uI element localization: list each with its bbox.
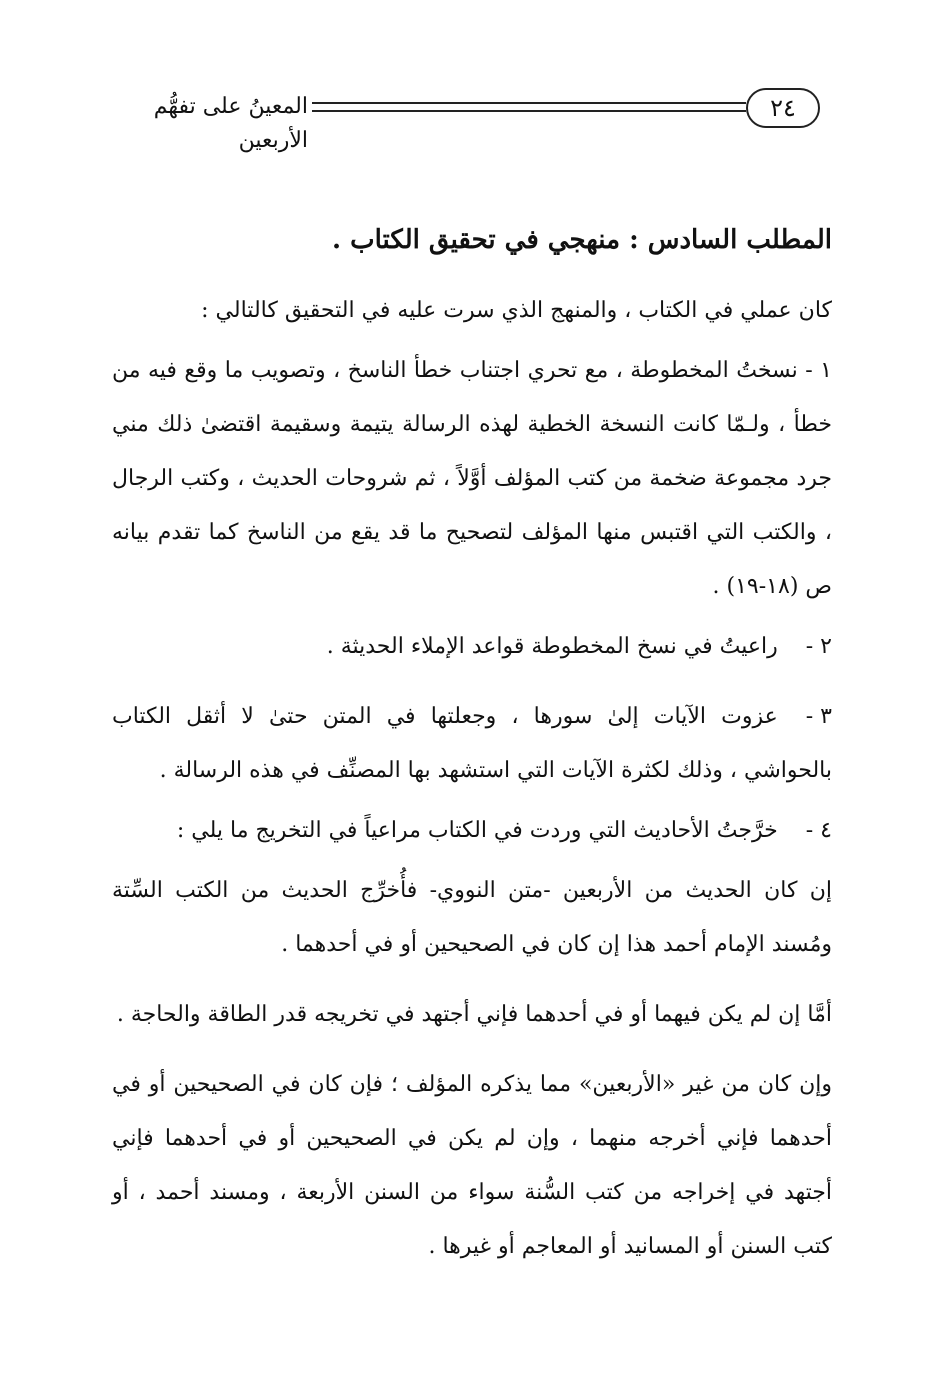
item-number: ١ -: [805, 358, 832, 383]
page-content: [112, 220, 832, 1280]
body-paragraph: أمَّا إن لم يكن فيهما أو في أحدهما فإني أجتهد في تخريجه قدر الطاقة والحاجة .: [116, 1002, 832, 1027]
item-text: عزوت الآيات إلىٰ سورها ، وجعلتها في المتن حتىٰ لا أثقل الكتاب بالحواشي ، وذلك لكثرة الآيات التي استشهد بها المصنِّف في هذه الرسالة .: [112, 704, 832, 783]
list-item: [112, 620, 832, 674]
list-item: [112, 690, 832, 798]
intro-paragraph: كان عملي في الكتاب ، والمنهج الذي سرت عليه في التحقيق كالتالي :: [201, 298, 832, 323]
item-text: نسختُ المخطوطة ، مع تحري اجتناب خطأ الناسخ ، وتصويب ما وقع فيه من خطأ ، ولـمّا كانت النسخة الخطية لهذه الرسالة يتيمة وسقيمة اقتضىٰ ذلك مني جرد مجموعة ضخمة من كتب المؤلف أوَّلاً ، ثم شروحات الحديث ، وكتب الرجال ، والكتب التي اقتبس منها المؤلف لتصحيح ما قد يقع من الناسخ كما تقدم بيانه ص (١٨-١٩) .: [112, 358, 832, 599]
list-item: [112, 804, 832, 858]
book-title: المعينُ على تفهُّم الأربعين: [153, 94, 308, 153]
running-header: [100, 88, 820, 153]
page-number: ٢٤: [746, 88, 820, 128]
item-text: راعيتُ في نسخ المخطوطة قواعد الإملاء الحديثة .: [326, 634, 778, 659]
item-number: ٢ -: [805, 634, 832, 659]
list-item: [112, 344, 832, 614]
item-text: خرَّجتُ الأحاديث التي وردت في الكتاب مراعياً في التخريج ما يلي :: [176, 818, 778, 843]
item-number: ٤ -: [805, 818, 832, 843]
item-number: ٣ -: [805, 704, 832, 729]
header-rule: [312, 102, 746, 112]
body-paragraph: وإن كان من غير «الأربعين» مما يذكره المؤلف ؛ فإن كان في الصحيحين أو في أحدهما فإني أخرجه منهما ، وإن لم يكن في الصحيحين أو في أحدهما فإني أجتهد في إخراجه من كتب السُّنة سواء من السنن الأربعة ، ومسند أحمد ، أو كتب السنن أو المسانيد أو المعاجم أو غيرها .: [112, 1072, 832, 1259]
body-paragraph: إن كان الحديث من الأربعين -متن النووي- فأُخرِّج الحديث من الكتب السِّتة ومُسند الإمام أحمد هذا إن كان في الصحيحين أو في أحدهما .: [112, 878, 832, 957]
section-heading: المطلب السادس : منهجي في تحقيق الكتاب .: [332, 225, 832, 255]
